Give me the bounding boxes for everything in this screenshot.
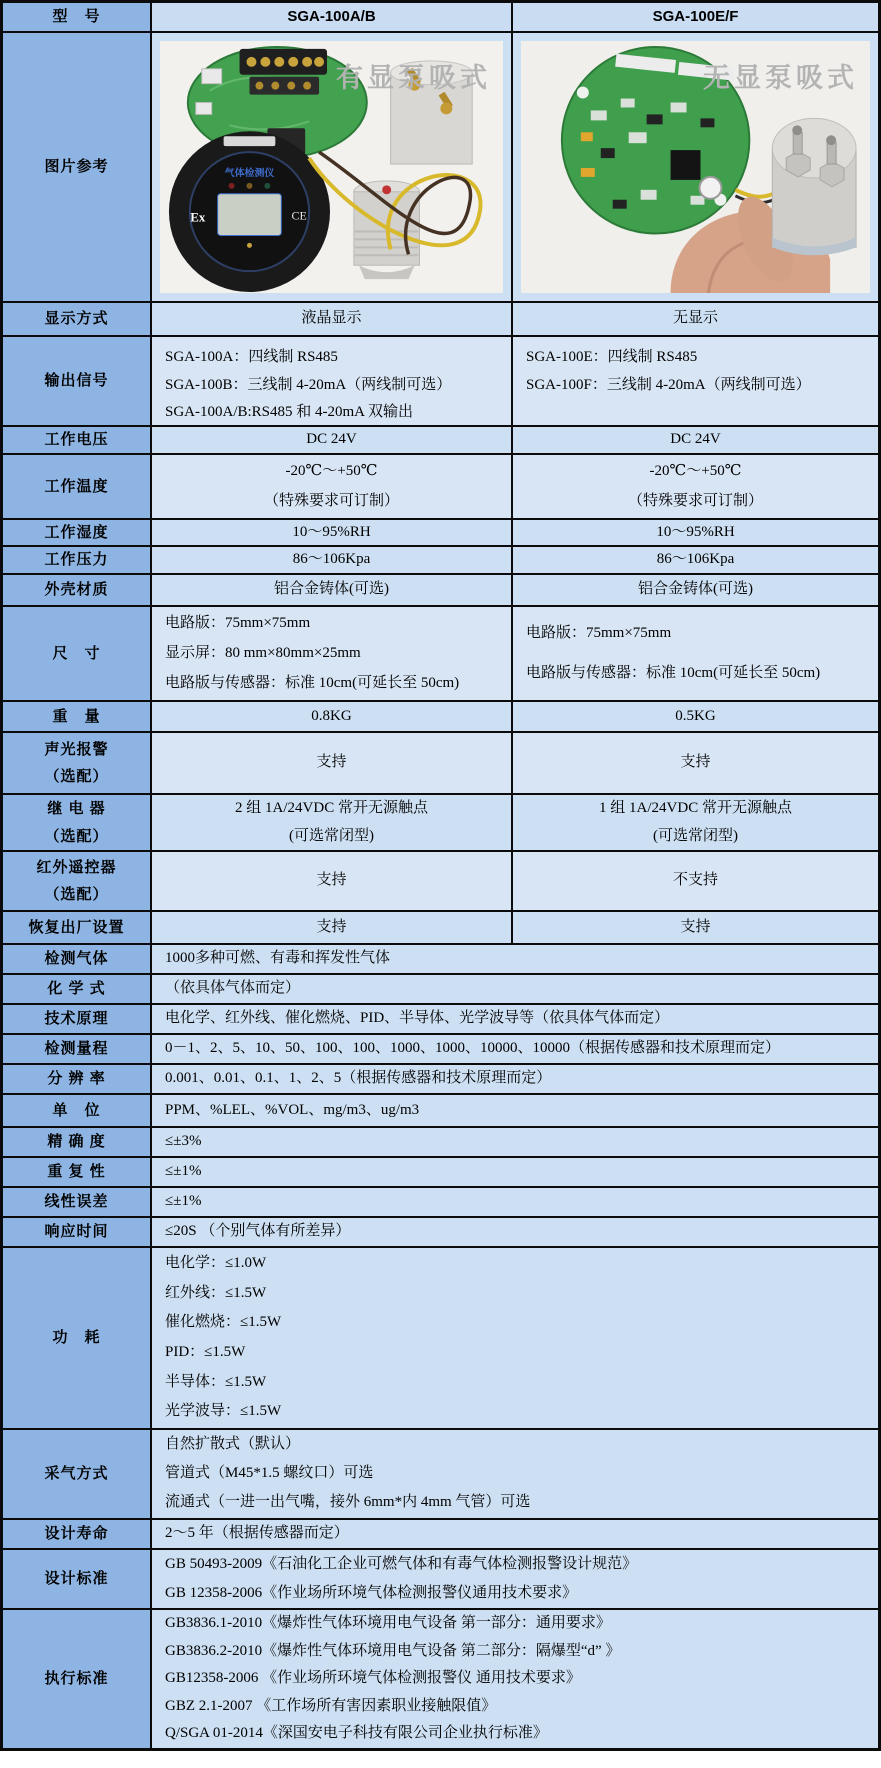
cell: PPM、%LEL、%VOL、mg/m3、ug/m3: [152, 1095, 878, 1126]
cell: 电化学、红外线、催化燃烧、PID、半导体、光学波导等（依具体气体而定）: [152, 1005, 878, 1033]
product-photo-right-cell: [513, 33, 878, 301]
cell: 支持: [152, 852, 513, 910]
cell: 10～95%RH: [513, 520, 878, 545]
cell: 支持: [513, 912, 878, 943]
gauge-screen-title: 气体检测仪: [224, 167, 275, 179]
cell: SGA-100E：四线制 RS485 SGA-100F：三线制 4-20mA（两线制可选）: [513, 337, 878, 425]
cell: 支持: [152, 733, 513, 793]
table-row: [3, 945, 878, 975]
cell: 铝合金铸体(可选): [513, 575, 878, 605]
cell: 电路版：75mm×75mm 显示屏：80 mm×80mm×25mm 电路版与传感器：标准 10cm(可延长至 50cm): [152, 607, 513, 700]
table-row: [3, 1128, 878, 1158]
cell: 电路版：75mm×75mm 电路版与传感器：标准 10cm(可延长至 50cm): [513, 607, 878, 700]
row-label: 继 电 器 （选配）: [3, 795, 152, 850]
table-row: [3, 1520, 878, 1550]
cell: 86～106Kpa: [152, 547, 513, 573]
cell: （依具体气体而定）: [152, 975, 878, 1003]
table-row: [3, 427, 878, 455]
table-row: [3, 547, 878, 575]
row-label: 红外遥控器 （选配）: [3, 852, 152, 910]
row-label: 检测气体: [3, 945, 152, 973]
cell: GB3836.1-2010《爆炸性气体环境用电气设备 第一部分：通用要求》 GB3836.2-2010《爆炸性气体环境用电气设备 第二部分：隔爆型“d” 》 GB12358-2006 《作业场所环境气体检测报警仪 通用技术要求》 GBZ 2.1-2007 《工作场所有害因素职业接触限值》 Q/SGA 01-2014《深国安电子科技有限公司企业执行标准》: [152, 1610, 878, 1748]
table-row: [3, 1065, 878, 1095]
header-model-a-b: SGA-100A/B: [152, 3, 513, 31]
watermark-right: 无显泵吸式: [703, 63, 858, 93]
table-row: [3, 1218, 878, 1248]
cell: 自然扩散式（默认） 管道式（M45*1.5 螺纹口）可选 流通式（一进一出气嘴，接外 6mm*内 4mm 气管）可选: [152, 1430, 878, 1518]
cell: 液晶显示: [152, 303, 513, 335]
table-row: [3, 1248, 878, 1430]
row-label: 单 位: [3, 1095, 152, 1126]
cell: 支持: [152, 912, 513, 943]
table-row: [3, 607, 878, 702]
row-label: 响应时间: [3, 1218, 152, 1246]
cell: 0.001、0.01、0.1、1、2、5（根据传感器和技术原理而定）: [152, 1065, 878, 1093]
cell: 0－1、2、5、10、50、100、100、1000、1000、10000、10000（根据传感器和技术原理而定）: [152, 1035, 878, 1063]
row-label: 设计标准: [3, 1550, 152, 1608]
table-row: [3, 520, 878, 547]
product-photo-left: [160, 41, 503, 293]
cell: 86～106Kpa: [513, 547, 878, 573]
table-row: [3, 733, 878, 795]
row-label: 声光报警 （选配）: [3, 733, 152, 793]
row-label: 尺 寸: [3, 607, 152, 700]
lcd-screen: [218, 194, 282, 236]
row-label: 工作温度: [3, 455, 152, 518]
table-row: [3, 575, 878, 607]
cell: 0.5KG: [513, 702, 878, 731]
table-row: [3, 1430, 878, 1520]
table-row: [3, 1550, 878, 1610]
row-label: 设计寿命: [3, 1520, 152, 1548]
cell: 电化学：≤1.0W 红外线：≤1.5W 催化燃烧：≤1.5W PID：≤1.5W 半导体：≤1.5W 光学波导：≤1.5W: [152, 1248, 878, 1428]
cell: DC 24V: [513, 427, 878, 453]
table-row: [3, 1035, 878, 1065]
table-row: [3, 303, 878, 337]
table-row: [3, 1188, 878, 1218]
row-label: 恢复出厂设置: [3, 912, 152, 943]
cell: ≤20S （个别气体有所差异）: [152, 1218, 878, 1246]
cell: 2 组 1A/24VDC 常开无源触点 (可选常闭型): [152, 795, 513, 850]
row-label: 技术原理: [3, 1005, 152, 1033]
cell: 2～5 年（根据传感器而定）: [152, 1520, 878, 1548]
cell: ≤±1%: [152, 1188, 878, 1216]
cell: GB 50493-2009《石油化工企业可燃气体和有毒气体检测报警设计规范》 GB 12358-2006《作业场所环境气体检测报警仪通用技术要求》: [152, 1550, 878, 1608]
gauge-top-sticker: [224, 136, 276, 146]
table-row: [3, 702, 878, 733]
table-row: [3, 852, 878, 912]
table-row: [3, 1610, 878, 1748]
cell: 10～95%RH: [152, 520, 513, 545]
table-header-row: [3, 3, 878, 33]
table-row: [3, 337, 878, 427]
row-label: 输出信号: [3, 337, 152, 425]
product-photo-right: [521, 41, 870, 293]
cell: 无显示: [513, 303, 878, 335]
cell: 铝合金铸体(可选): [152, 575, 513, 605]
table-row: [3, 912, 878, 945]
cell: 0.8KG: [152, 702, 513, 731]
row-label: 分 辨 率: [3, 1065, 152, 1093]
ex-mark: Ex: [190, 209, 206, 225]
table-row: [3, 1095, 878, 1128]
watermark-left: 有显泵吸式: [336, 63, 491, 93]
cell: ≤±3%: [152, 1128, 878, 1156]
row-label: 精 确 度: [3, 1128, 152, 1156]
table-row: [3, 455, 878, 520]
cell: ≤±1%: [152, 1158, 878, 1186]
row-label: 显示方式: [3, 303, 152, 335]
product-photo-left-cell: [152, 33, 513, 301]
cell: DC 24V: [152, 427, 513, 453]
header-model-e-f: SGA-100E/F: [513, 3, 878, 31]
table-row: [3, 795, 878, 852]
row-label: 化 学 式: [3, 975, 152, 1003]
row-label: 重 量: [3, 702, 152, 731]
row-label: 外壳材质: [3, 575, 152, 605]
table-row: [3, 1158, 878, 1188]
cell: -20℃～+50℃ （特殊要求可订制）: [152, 455, 513, 518]
photo-row-label: 图片参考: [3, 33, 152, 301]
row-label: 功 耗: [3, 1248, 152, 1428]
table-row: [3, 1005, 878, 1035]
cell: 1 组 1A/24VDC 常开无源触点 (可选常闭型): [513, 795, 878, 850]
photo-row: [3, 33, 878, 303]
cell: 不支持: [513, 852, 878, 910]
row-label: 重 复 性: [3, 1158, 152, 1186]
row-label: 线性误差: [3, 1188, 152, 1216]
cell: 支持: [513, 733, 878, 793]
row-label: 工作压力: [3, 547, 152, 573]
cell: 1000多种可燃、有毒和挥发性气体: [152, 945, 878, 973]
row-label: 采气方式: [3, 1430, 152, 1518]
row-label: 检测量程: [3, 1035, 152, 1063]
row-label: 执行标准: [3, 1610, 152, 1748]
pcb-mount-hole: [699, 177, 721, 199]
cell: SGA-100A：四线制 RS485 SGA-100B：三线制 4-20mA（两线制可选） SGA-100A/B:RS485 和 4-20mA 双输出: [152, 337, 513, 425]
row-label: 工作湿度: [3, 520, 152, 545]
row-label: 工作电压: [3, 427, 152, 453]
cell: -20℃～+50℃ （特殊要求可订制）: [513, 455, 878, 518]
header-model-label: 型 号: [3, 3, 152, 31]
ce-mark: CE: [291, 208, 307, 223]
table-row: [3, 975, 878, 1005]
